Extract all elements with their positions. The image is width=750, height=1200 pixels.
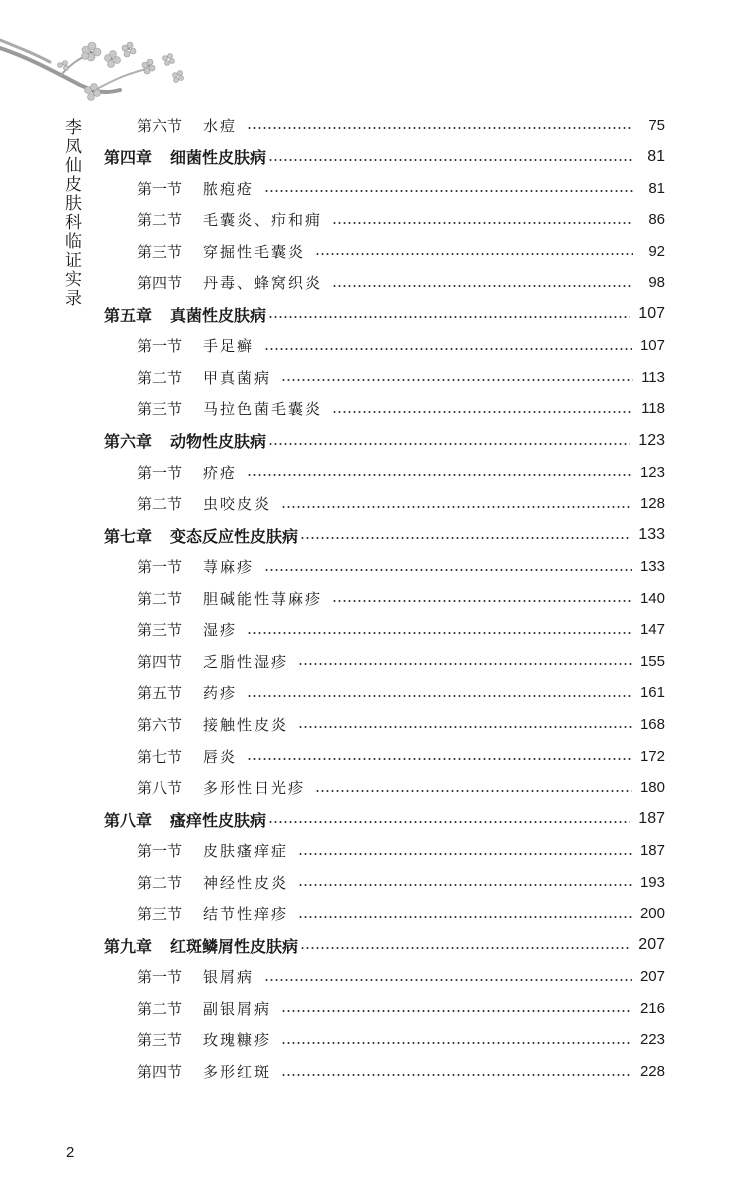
- toc-entry-title: 皮肤瘙痒症: [203, 842, 289, 861]
- dot-leader: [281, 379, 633, 381]
- dot-leader: [268, 443, 630, 445]
- toc-entry-number: 第三节: [137, 400, 183, 419]
- toc-entry-page: 216: [639, 999, 665, 1017]
- dot-leader: [315, 790, 632, 792]
- toc-entry-number: 第八节: [137, 779, 183, 798]
- toc-entry-number: 第二节: [137, 211, 183, 230]
- toc-entry-title: 手足癣: [203, 337, 255, 356]
- toc-entry-number: 第一节: [137, 337, 183, 356]
- toc-entry-page: 187: [638, 810, 665, 828]
- dot-leader: [298, 726, 632, 728]
- toc-entry-title: 水痘: [203, 116, 238, 135]
- dot-leader: [332, 600, 632, 602]
- toc-entry-page: 155: [639, 652, 665, 670]
- dot-leader: [247, 127, 633, 129]
- toc-section-row[interactable]: [137, 1026, 665, 1054]
- toc-entry-title: 神经性皮炎: [203, 873, 289, 892]
- dot-leader: [298, 853, 632, 855]
- toc-section-row[interactable]: [137, 206, 665, 234]
- toc-chapter-row[interactable]: [104, 300, 665, 328]
- toc-entry-number: 第四节: [137, 1063, 183, 1081]
- toc-section-row[interactable]: [137, 363, 665, 391]
- toc-entry-title: 真菌性皮肤病: [170, 305, 267, 325]
- toc-section-row[interactable]: [137, 679, 665, 707]
- dot-leader: [264, 348, 632, 350]
- dot-leader: [332, 285, 633, 287]
- dot-leader: [281, 1074, 632, 1076]
- toc-entry-title: 丹毒、蜂窝织炎: [203, 274, 323, 293]
- toc-entry-title: 结节性痒疹: [203, 905, 289, 924]
- toc-section-row[interactable]: [137, 490, 665, 518]
- toc-entry-number: 第六章: [104, 432, 153, 451]
- dot-leader: [264, 569, 632, 571]
- toc-chapter-row[interactable]: [104, 521, 665, 549]
- toc-section-row[interactable]: [137, 710, 665, 738]
- toc-entry-title: 虫咬皮炎: [203, 495, 272, 514]
- toc-section-row[interactable]: [137, 900, 665, 928]
- toc-entry-page: 168: [639, 715, 665, 733]
- toc-section-row[interactable]: [137, 111, 665, 139]
- dot-leader: [247, 632, 632, 634]
- toc-entry-number: 第三节: [137, 242, 183, 261]
- dot-leader: [247, 758, 632, 760]
- toc-entry-title: 药疹: [203, 684, 238, 703]
- dot-leader: [300, 537, 630, 539]
- dot-leader: [268, 159, 633, 161]
- toc-entry-page: 172: [639, 747, 665, 765]
- toc-entry-number: 第三节: [137, 1031, 183, 1050]
- toc-entry-page: 118: [641, 400, 665, 418]
- dot-leader: [298, 663, 632, 665]
- toc-entry-title: 湿疹: [203, 621, 238, 640]
- toc-chapter-row[interactable]: [104, 805, 665, 833]
- toc-entry-number: 第一节: [137, 179, 183, 198]
- toc-entry-page: 92: [648, 242, 665, 260]
- toc-section-row[interactable]: [137, 237, 665, 265]
- toc-chapter-row[interactable]: [104, 143, 665, 171]
- toc-entry-number: 第九章: [104, 936, 153, 956]
- toc-entry-title: 动物性皮肤病: [170, 432, 267, 451]
- toc-entry-number: 第一节: [137, 463, 183, 482]
- toc-entry-title: 红斑鳞屑性皮肤病: [170, 936, 299, 956]
- dot-leader: [332, 411, 633, 413]
- toc-section-row[interactable]: [137, 616, 665, 644]
- toc-entry-title: 毛囊炎、疖和痈: [203, 211, 323, 230]
- dot-leader: [264, 190, 633, 192]
- toc-entry-number: 第一节: [137, 842, 183, 861]
- toc-entry-title: 接触性皮炎: [203, 715, 289, 734]
- toc-entry-number: 第六节: [137, 715, 183, 734]
- toc-entry-number: 第二节: [137, 368, 183, 387]
- dot-leader: [298, 916, 632, 918]
- dot-leader: [281, 1042, 632, 1044]
- toc-entry-title: 变态反应性皮肤病: [170, 526, 299, 546]
- toc-entry-number: 第二节: [137, 873, 183, 892]
- dot-leader: [281, 1010, 632, 1012]
- toc-entry-number: 第三节: [137, 905, 183, 924]
- dot-leader: [281, 506, 632, 508]
- toc-entry-number: 第二节: [137, 495, 183, 514]
- toc-entry-page: 133: [639, 558, 665, 576]
- toc-entry-page: 207: [639, 968, 665, 986]
- toc-entry-number: 第七章: [104, 526, 153, 546]
- toc-entry-title: 疥疮: [203, 463, 238, 482]
- toc-entry-title: 荨麻疹: [203, 558, 255, 577]
- toc-entry-number: 第八章: [104, 810, 153, 830]
- toc-section-row[interactable]: [137, 553, 665, 581]
- toc-chapter-row[interactable]: [104, 427, 665, 455]
- toc-entry-number: 第四章: [104, 148, 153, 168]
- toc-section-row[interactable]: [137, 837, 665, 865]
- toc-entry-title: 穿掘性毛囊炎: [203, 242, 306, 261]
- toc-entry-page: 123: [638, 431, 665, 449]
- dot-leader: [300, 947, 630, 949]
- toc-entry-title: 唇炎: [203, 747, 238, 766]
- toc-entry-page: 161: [639, 684, 665, 702]
- dot-leader: [247, 695, 632, 697]
- toc-section-row[interactable]: [137, 458, 665, 486]
- dot-leader: [247, 474, 632, 476]
- dot-leader: [315, 253, 633, 255]
- toc-section-row[interactable]: [137, 395, 665, 423]
- toc-entry-page: 147: [639, 621, 665, 639]
- toc-entry-number: 第七节: [137, 747, 183, 766]
- toc-entry-page: 128: [639, 495, 665, 513]
- toc-section-row[interactable]: [137, 269, 665, 297]
- toc-entry-page: 140: [639, 589, 665, 607]
- toc-entry-title: 副银屑病: [203, 999, 272, 1018]
- toc-entry-number: 第一节: [137, 968, 183, 987]
- toc-section-row[interactable]: [137, 994, 665, 1022]
- toc-entry-page: 228: [639, 1063, 665, 1080]
- toc-entry-page: 113: [641, 368, 665, 386]
- toc-chapter-row[interactable]: [104, 931, 665, 959]
- toc-entry-title: 多形性日光疹: [203, 779, 306, 798]
- toc-entry-title: 玫瑰糠疹: [203, 1031, 272, 1050]
- toc-entry-title: 胆碱能性荨麻疹: [203, 589, 323, 608]
- toc-entry-number: 第二节: [137, 999, 183, 1018]
- toc-entry-page: 133: [638, 526, 665, 544]
- toc-entry-page: 75: [648, 116, 665, 134]
- toc-entry-page: 187: [639, 842, 665, 860]
- toc-entry-number: 第二节: [137, 589, 183, 608]
- plum-blossom-branch-decoration: [0, 30, 200, 120]
- toc-entry-page: 81: [647, 147, 665, 165]
- toc-entry-title: 甲真菌病: [203, 368, 272, 387]
- toc-entry-page: 107: [638, 305, 665, 323]
- toc-section-row[interactable]: [137, 1058, 665, 1086]
- toc-entry-title: 瘙痒性皮肤病: [170, 810, 267, 830]
- toc-section-row[interactable]: [137, 332, 665, 360]
- book-title-vertical: 李凤仙皮肤科临证实录: [61, 118, 81, 308]
- toc-entry-title: 银屑病: [203, 968, 255, 987]
- toc-entry-page: 200: [639, 905, 665, 923]
- toc-section-row[interactable]: [137, 174, 665, 202]
- toc-section-row[interactable]: [137, 742, 665, 770]
- toc-entry-number: 第五节: [137, 684, 183, 703]
- toc-section-row[interactable]: [137, 963, 665, 991]
- toc-entry-number: 第四节: [137, 274, 183, 293]
- toc-entry-title: 乏脂性湿疹: [203, 652, 289, 671]
- toc-entry-page: 207: [638, 936, 665, 954]
- dot-leader: [264, 979, 632, 981]
- dot-leader: [332, 222, 633, 224]
- toc-entry-title: 脓疱疮: [203, 179, 255, 198]
- toc-entry-page: 123: [639, 463, 665, 481]
- dot-leader: [298, 884, 632, 886]
- toc-entry-page: 81: [648, 179, 665, 197]
- toc-entry-title: 多形红斑: [203, 1063, 272, 1081]
- toc-section-row[interactable]: [137, 647, 665, 675]
- toc-section-row[interactable]: [137, 774, 665, 802]
- toc-entry-number: 第三节: [137, 621, 183, 640]
- dot-leader: [268, 316, 630, 318]
- toc-entry-page: 223: [639, 1031, 665, 1049]
- page-number: 2: [66, 1144, 75, 1161]
- toc-entry-title: 细菌性皮肤病: [170, 148, 267, 168]
- toc-entry-page: 98: [648, 274, 665, 292]
- toc-entry-title: 马拉色菌毛囊炎: [203, 400, 323, 419]
- toc-entry-page: 86: [648, 211, 665, 229]
- toc-section-row[interactable]: [137, 868, 665, 896]
- toc-entry-number: 第四节: [137, 652, 183, 671]
- toc-section-row[interactable]: [137, 584, 665, 612]
- dot-leader: [268, 821, 630, 823]
- toc-entry-number: 第五章: [104, 305, 153, 325]
- toc-entry-page: 107: [639, 337, 665, 355]
- toc-entry-page: 193: [639, 873, 665, 891]
- toc-entry-number: 第一节: [137, 558, 183, 577]
- toc-entry-page: 180: [639, 779, 665, 797]
- toc-entry-number: 第六节: [137, 116, 183, 135]
